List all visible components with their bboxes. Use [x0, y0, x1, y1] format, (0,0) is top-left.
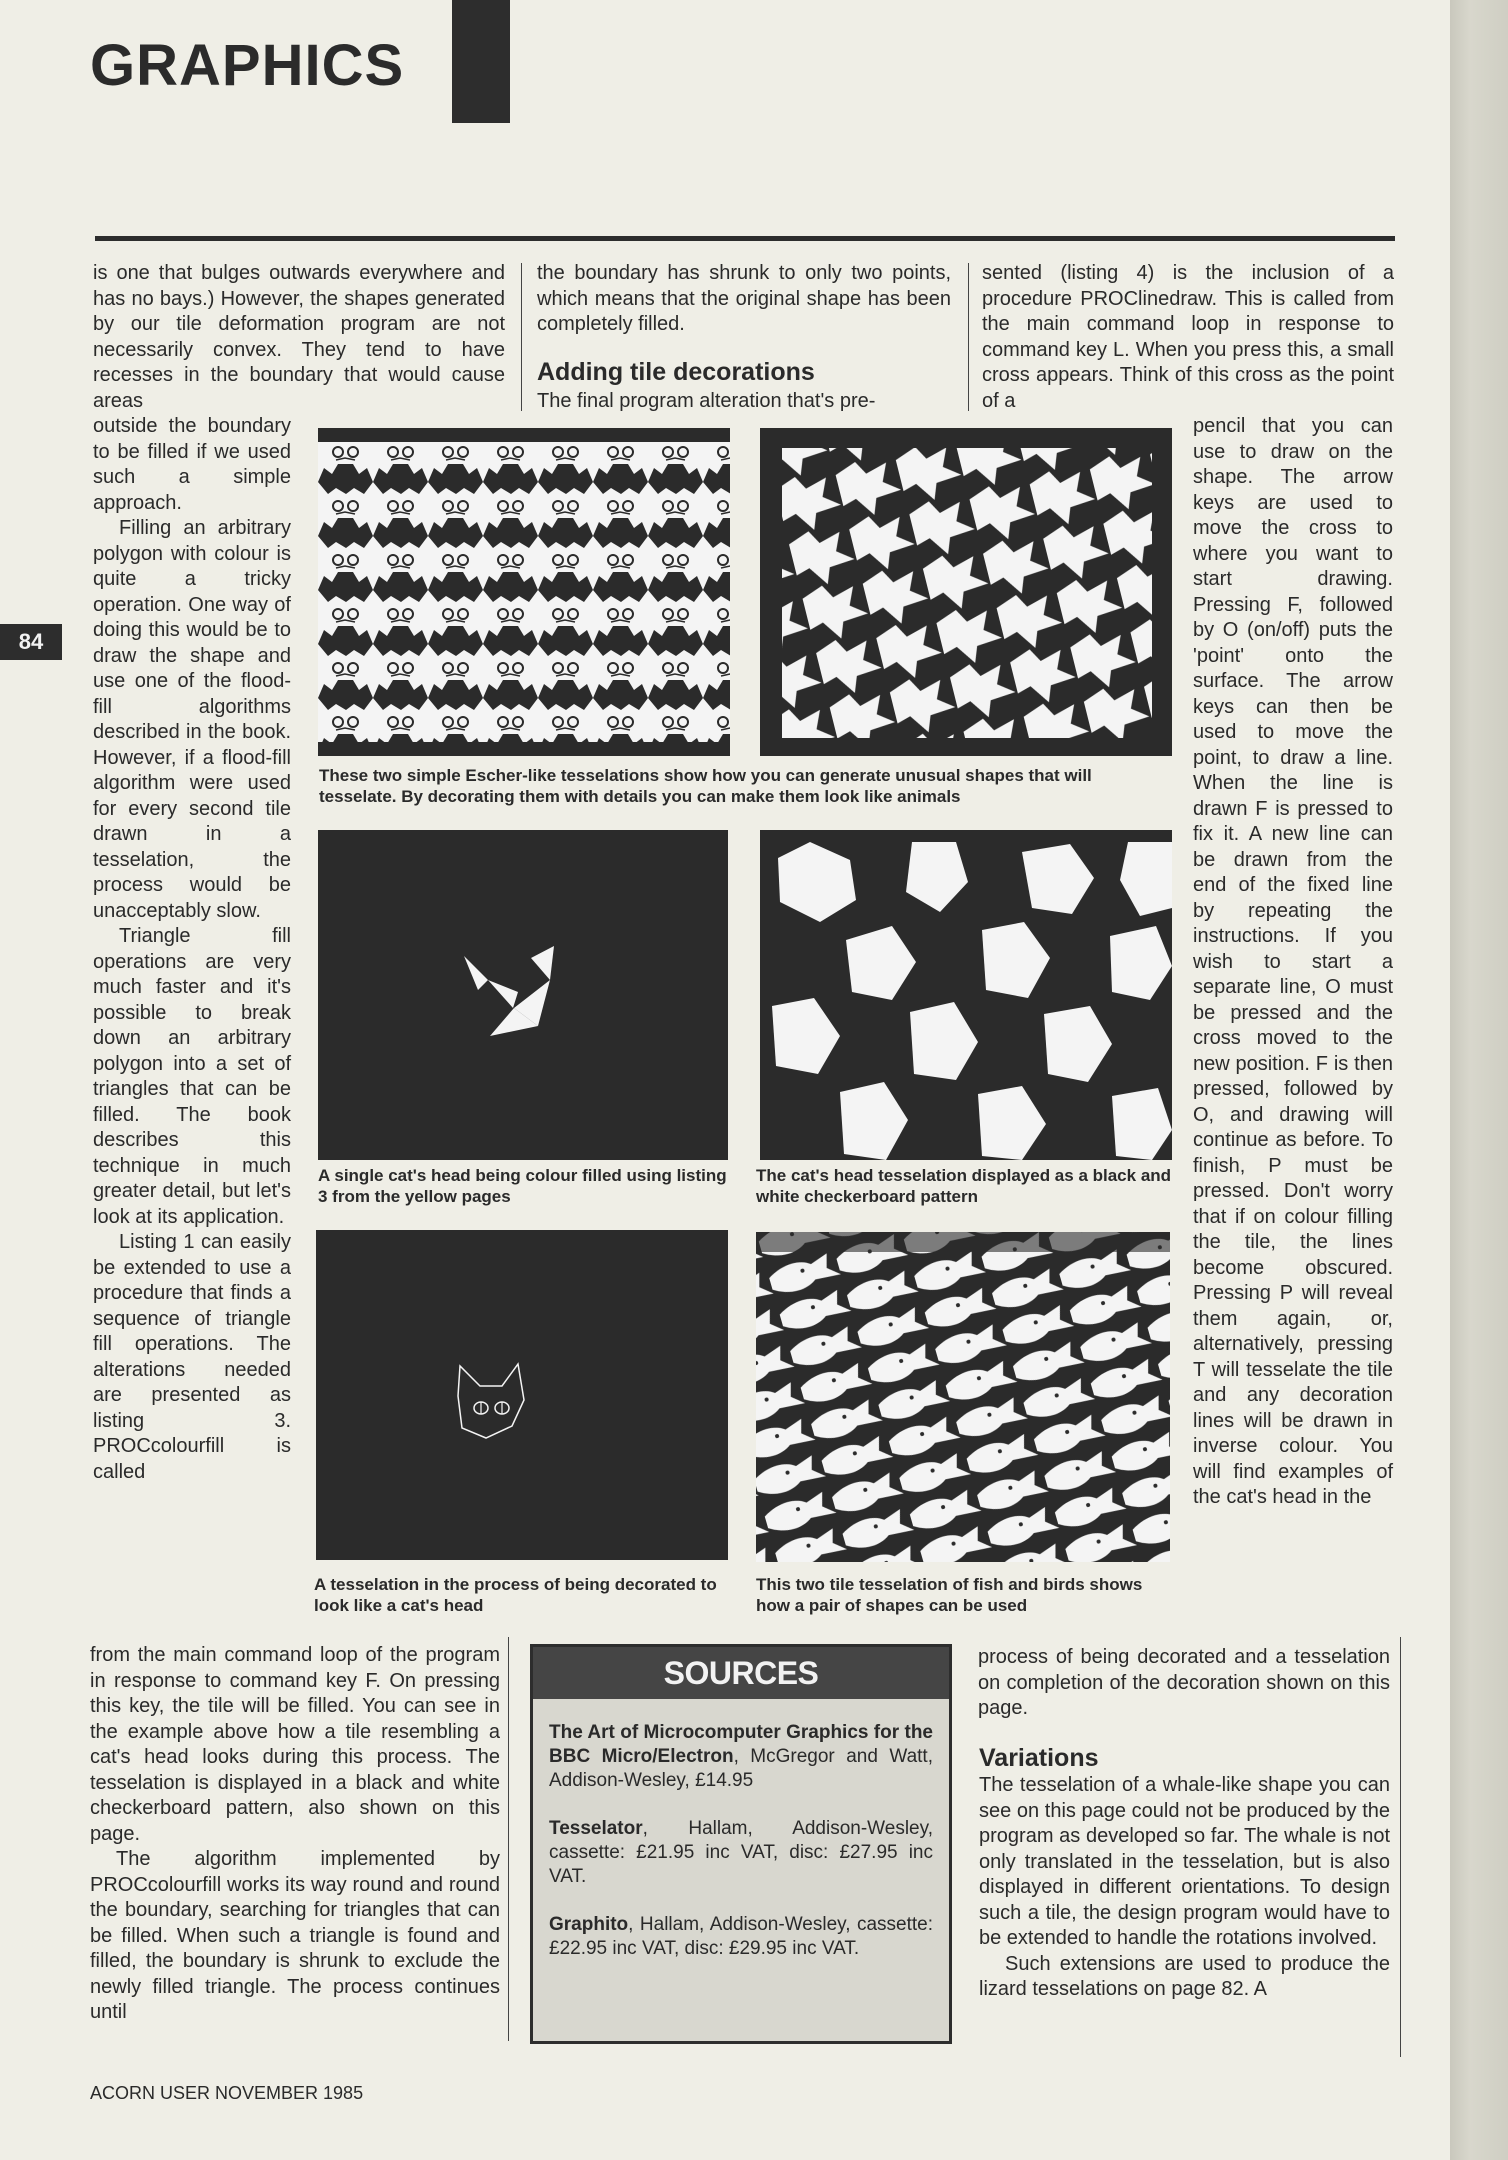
col1-narrow-text: [93, 414, 291, 1485]
source-item: [549, 1817, 933, 1889]
col2-top-text: the boundary has shrunk to only two points, which means that the original shape has been completely filled.: [537, 262, 951, 335]
column-divider: [508, 1637, 509, 2041]
decorated-cat-image: [316, 1230, 728, 1560]
paragraph: The algorithm implemented by PROCcolourfill works its way round and round the boundary, searching for triangles that can be filled. When such a triangle is found and filled, the boundary is shrunk to exclude the newly filled triangle. The process continues until: [90, 1848, 500, 2023]
source-title: Tesselator: [549, 1818, 643, 1839]
paragraph: Listing 1 can easily be extended to use a procedure that finds a sequence of triangle fill operations. The alterations needed are presented as listing 3. PROCcolourfill is called: [93, 1231, 291, 1483]
paragraph: from the main command loop of the program in response to command key F. On pressing this key, the tile will be filled. You can see in the example above how a tile resembling a cat's head looks during this process. The tesselation is displayed in a black and white checkerboard pattern, also shown on this page.: [90, 1644, 500, 1845]
col3-top-text: sented (listing 4) is the inclusion of a procedure PROClinedraw. This is called from the main command loop in response to command key L. When you press this, a small cross appears. Think of this cross as the point of a: [982, 262, 1394, 412]
caption-cat-fill: A single cat's head being colour filled using listing 3 from the yellow pages: [318, 1166, 727, 1206]
col1-top-text: is one that bulges outwards everywhere and has no bays.) However, the shapes generated by our tile deformation program are not necessarily convex. They tend to have recesses in the boundary that would cause areas: [93, 262, 505, 412]
paragraph: Triangle fill operations are very much faster and it's possible to break down an arbitrary polygon into a set of triangles that can be filled. The book describes this technique in much greater detail, but let's look at its application.: [93, 925, 291, 1228]
source-detail: , Hallam, Addison-Wesley, cassette: £22.95 inc VAT, disc: £29.95 inc VAT.: [549, 1914, 933, 1959]
caption-checkerboard: The cat's head tesselation displayed as a black and white checkerboard pattern: [756, 1166, 1172, 1206]
caption-decorated-cat: A tesselation in the process of being decorated to look like a cat's head: [314, 1575, 717, 1615]
source-detail: , Hallam, Addison-Wesley, cassette: £21.95 inc VAT, disc: £27.95 inc VAT.: [549, 1818, 933, 1887]
col2-lead-text: The final program alteration that's pre-: [537, 390, 876, 412]
paragraph: The tesselation of a whale-like shape you can see on this page could not be produced by the program as developed so far. The whale is not only translated in the tesselation, but is also displayed in different orientations. To design such a tile, the design program would have to be extended to handle the rotations involved.: [979, 1774, 1390, 1949]
cat-tesselation-image: [318, 428, 730, 756]
paragraph: Such extensions are used to produce the lizard tesselations on page 82. A: [979, 1952, 1390, 2000]
source-item: [549, 1913, 933, 1961]
heading-variations: Variations: [979, 1744, 1099, 1772]
animal-tesselation-image: [760, 428, 1172, 756]
col3-narrow-text: pencil that you can use to draw on the shape. The arrow keys are used to move the cross to where you want to start drawing. Pressing F, followed by O (on/off) puts the 'point' onto the surface. The arrow keys can then be used to move the point, to draw a line. When the line is drawn F is pressed to fix it. A new line can be drawn from the end of the fixed line by repeating the instructions. If you wish to start a separate line, O must be pressed and the cross moved to the new position. F is then pressed, followed by O, and drawing will continue as before. To finish, P must be pressed. Don't worry that if on colour filling the tile, the lines become obscured. Pressing P will reveal them again, or, alternatively, pressing T will tesselate the tile and any decoration lines will be drawn in inverse colour. You will find examples of the cat's head in the: [1193, 415, 1393, 1508]
sources-box: [530, 1644, 952, 2044]
col1-bottom-text: [90, 1643, 500, 2026]
col3-variations-text: [979, 1773, 1390, 2003]
column-divider: [968, 263, 969, 411]
fish-birds-tesselation-image: [756, 1232, 1170, 1562]
section-title: GRAPHICS: [90, 33, 405, 98]
source-title: The Art of Microcomputer Graphics for the BBC Micro/Electron: [549, 1722, 933, 1767]
checkerboard-tesselation-image: [760, 830, 1172, 1160]
sources-title: SOURCES: [533, 1647, 949, 1699]
section-title-block: [452, 0, 510, 123]
paragraph: outside the boundary to be filled if we used such a simple approach.: [93, 415, 291, 514]
page-footer: ACORN USER NOVEMBER 1985: [90, 2083, 364, 2103]
page-number: 84: [0, 624, 62, 660]
source-detail: , McGregor and Watt, Addison-Wesley, £14.95: [549, 1746, 933, 1791]
source-item: [549, 1721, 933, 1793]
cat-fill-image: [318, 830, 728, 1160]
paragraph: Filling an arbitrary polygon with colour is quite a tricky operation. One way of doing this would be to draw the shape and use one of the flood-fill algorithms described in the book. However, if a flood-fill algorithm were used for every second tile drawn in a tesselation, the process would be unacceptably slow.: [93, 517, 291, 922]
page-binding-edge: [1450, 0, 1508, 2160]
caption-escher-tesselations: These two simple Escher-like tesselations show how you can generate unusual shapes that will tesselate. By decorating them with details you can make them look like animals: [319, 766, 1092, 806]
header-rule: [95, 236, 1395, 241]
heading-adding-tile-decorations: Adding tile decorations: [537, 358, 815, 386]
col3-bottom-text: process of being decorated and a tesselation on completion of the decoration shown on this page.: [978, 1646, 1390, 1719]
column-divider: [1400, 1637, 1401, 2057]
sources-list: [533, 1699, 949, 1961]
caption-fish-birds: This two tile tesselation of fish and birds shows how a pair of shapes can be used: [756, 1575, 1143, 1615]
source-title: Graphito: [549, 1914, 629, 1935]
column-divider: [521, 263, 522, 411]
